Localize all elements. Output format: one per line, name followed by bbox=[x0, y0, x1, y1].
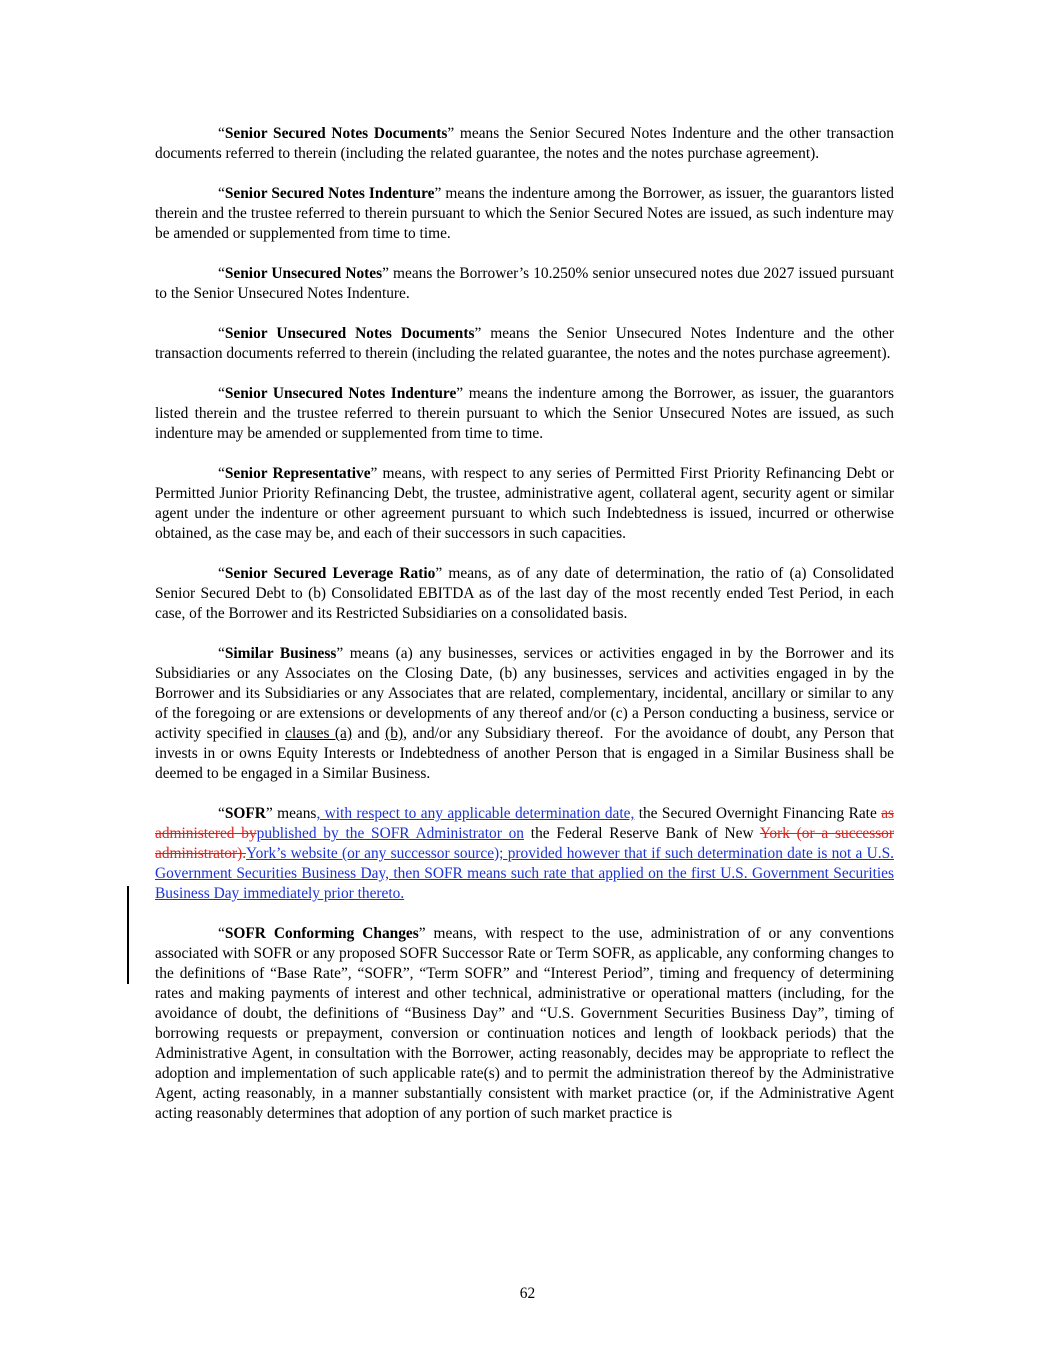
defined-term: SOFR Conforming Changes bbox=[224, 925, 419, 942]
definition-sofr: “SOFR” means, with respect to any applicable determination date, the Secured Overnight Financing Rate as administered bypublished by the SOFR Administrator on the Federal Reserve Bank of New York (or a successor administrator).York’s website (or any successor source); provided however that if such determination date is not a U.S. Government Securities Business Day, then SOFR means such rate that applied on the first U.S. Government Securities Business Day immediately prior thereto. bbox=[155, 805, 895, 902]
clause-reference: clauses (a) bbox=[285, 725, 352, 742]
definition-text: , and/or any Subsidiary thereof. For the avoidance of doubt, any Person that invests in or owns Equity Interests or Indebtedness of another Person that is engaged in a Similar Business shall be deemed to be engaged in a Similar Business. bbox=[155, 725, 894, 782]
defined-term: Similar Business bbox=[224, 645, 337, 662]
revision-change-bar bbox=[127, 886, 129, 984]
definition-senior-secured-leverage-ratio: “Senior Secured Leverage Ratio” means, as of any date of determination, the ratio of (a) Consolidated Senior Secured Debt to (b) Consolidated EBITDA as of the last day of the most recently ended Test Period, in each case, of the Borrower and its Restricted Subsidiaries on a consolidated basis. bbox=[155, 565, 894, 622]
document-body bbox=[155, 124, 894, 1144]
defined-term: Senior Secured Notes Indenture bbox=[224, 185, 435, 202]
defined-term: Senior Unsecured Notes bbox=[224, 265, 383, 282]
definition-text: ” means the Senior Unsecured Notes Indenture and the other transaction documents referred to therein (including the related guarantee, the notes and the notes purchase agreement). bbox=[155, 325, 894, 362]
definition-senior-secured-notes-documents: “Senior Secured Notes Documents” means the Senior Secured Notes Indenture and the other transaction documents referred to therein (including the related guarantee, the notes and the notes purchase agreement). bbox=[155, 125, 894, 162]
definition-text: ” means (a) any businesses, services or activities engaged in by the Borrower and its Subsidiaries or any Associates on the Closing Date, (b) any businesses, services and activities engaged in by the Borrower and its Subsidiaries or any Associates that are related, complementary, incidental, ancillary or similar to any of the foregoing or are extensions or developments of any thereof and/or (c) a Person conducting a business, service or activity specified in bbox=[155, 645, 895, 742]
defined-term: Senior Secured Leverage Ratio bbox=[224, 565, 436, 582]
definition-senior-unsecured-notes-documents: “Senior Unsecured Notes Documents” means the Senior Unsecured Notes Indenture and the other transaction documents referred to therein (including the related guarantee, the notes and the notes purchase agreement). bbox=[155, 325, 894, 362]
tracked-insertion: York’s website (or any successor source); provided however that if such determination date is not a U.S. Government Securities Business Day, then SOFR means such rate that applied on the first U.S. Government Securities Business Day immediately prior thereto. bbox=[155, 845, 894, 902]
defined-term: Senior Secured Notes Documents bbox=[224, 125, 448, 142]
clause-reference: (b) bbox=[385, 725, 404, 742]
definition-text: ” means the indenture among the Borrower, as issuer, the guarantors listed therein and the trustee referred to therein pursuant to which the Senior Secured Notes are issued, as such indenture may be amended or supplemented from time to time. bbox=[155, 185, 894, 242]
page-number: 62 bbox=[519, 1285, 536, 1302]
definition-text: ” means the indenture among the Borrower, as issuer, the guarantors listed therein and the trustee referred to therein pursuant to which the Senior Unsecured Notes are issued, as such indenture may be amended or supplemented from time to time. bbox=[155, 385, 894, 442]
definition-text: ” means bbox=[265, 805, 317, 822]
definition-text: ” means, as of any date of determination, the ratio of (a) Consolidated Senior Secured Debt to (b) Consolidated EBITDA as of the last day of the most recently ended Test Period, in each case, of the Borrower and its Restricted Subsidiaries on a consolidated basis. bbox=[155, 565, 894, 622]
definition-senior-secured-notes-indenture: “Senior Secured Notes Indenture” means the indenture among the Borrower, as issuer, the guarantors listed therein and the trustee referred to therein pursuant to which the Senior Secured Notes are issued, as such indenture may be amended or supplemented from time to time. bbox=[155, 185, 894, 242]
definition-text: the Federal Reserve Bank of New bbox=[524, 825, 760, 842]
defined-term: SOFR bbox=[224, 805, 266, 822]
definition-senior-representative: “Senior Representative” means, with respect to any series of Permitted First Priority Refinancing Debt or Permitted Junior Priority Refinancing Debt, the trustee, administrative agent, collateral agent, security agent or similar agent under the indenture or other agreement pursuant to which such Indebtedness is issued, incurred or otherwise obtained, as the case may be, and each of their successors in such capacities. bbox=[155, 465, 894, 542]
tracked-insertion: published by the SOFR Administrator on bbox=[256, 825, 525, 842]
definition-text: ” means, with respect to any series of Permitted First Priority Refinancing Debt or Permitted Junior Priority Refinancing Debt, the trustee, administrative agent, collateral agent, security agent or similar agent under the indenture or other agreement pursuant to which such Indebtedness is issued, incurred or otherwise obtained, as the case may be, and each of their successors in such capacities. bbox=[155, 465, 894, 542]
definition-senior-unsecured-notes-indenture: “Senior Unsecured Notes Indenture” means the indenture among the Borrower, as issuer, the guarantors listed therein and the trustee referred to therein pursuant to which the Senior Unsecured Notes are issued, as such indenture may be amended or supplemented from time to time. bbox=[155, 385, 894, 442]
definition-sofr-conforming-changes: “SOFR Conforming Changes” means, with respect to the use, administration of or any conventions associated with SOFR or any proposed SOFR Successor Rate or Term SOFR, as applicable, any conforming changes to the definitions of “Base Rate”, “SOFR”, “Term SOFR” and “Interest Period”, timing and frequency of determining rates and making payments of interest and other technical, administrative or operational matters (including, for the avoidance of doubt, the definitions of “Business Day” and “U.S. Government Securities Business Day”, timing of borrowing requests or prepayment, conversion or continuation notices and length of lookback periods) that the Administrative Agent, in consultation with the Borrower, acting reasonably, decides may be appropriate to reflect the adoption and implementation of such applicable rate(s) and to permit the administration thereof by the Administrative Agent, acting reasonably, in a manner substantially consistent with market practice (or, if the Administrative Agent acting reasonably determines that adoption of any portion of such market practice is bbox=[155, 925, 894, 1122]
tracked-insertion: , with respect to any applicable determination date, bbox=[316, 805, 635, 822]
definition-text: ” means the Senior Secured Notes Indenture and the other transaction documents referred to therein (including the related guarantee, the notes and the notes purchase agreement). bbox=[155, 125, 894, 162]
definition-text: ” means, with respect to the use, administration of or any conventions associated with SOFR or any proposed SOFR Successor Rate or Term SOFR, as applicable, any conforming changes to the definitions of “Base Rate”, “SOFR”, “Term SOFR” and “Interest Period”, timing and frequency of determining rates and making payments of interest and other technical, administrative or operational matters (including, for the avoidance of doubt, the definitions of “Business Day” and “U.S. Government Securities Business Day”, timing of borrowing requests or prepayment, conversion or continuation notices and length of lookback periods) that the Administrative Agent, in consultation with the Borrower, acting reasonably, decides may be appropriate to reflect the adoption and implementation of such applicable rate(s) and to permit the administration thereof by the Administrative Agent, acting reasonably, in a manner substantially consistent with market practice (or, if the Administrative Agent acting reasonably determines that adoption of any portion of such market practice is bbox=[155, 925, 894, 1122]
tracked-deletion: as administered by bbox=[155, 805, 895, 842]
definition-text: the Secured Overnight Financing Rate bbox=[634, 805, 882, 822]
definition-text: and bbox=[352, 725, 386, 742]
definition-senior-unsecured-notes: “Senior Unsecured Notes” means the Borrower’s 10.250% senior unsecured notes due 2027 issued pursuant to the Senior Unsecured Notes Indenture. bbox=[155, 265, 894, 302]
defined-term: Senior Unsecured Notes Documents bbox=[224, 325, 475, 342]
defined-term: Senior Representative bbox=[224, 465, 371, 482]
tracked-deletion: York (or a successor administrator). bbox=[155, 825, 894, 862]
definition-similar-business: “Similar Business” means (a) any businesses, services or activities engaged in by the Borrower and its Subsidiaries or any Associates on the Closing Date, (b) any businesses, services and activities engaged in by the Borrower and its Subsidiaries or any Associates that are related, complementary, incidental, ancillary or similar to any of the foregoing or are extensions or developments of any thereof and/or (c) a Person conducting a business, service or activity specified in clauses (a) and (b), and/or any Subsidiary thereof. For the avoidance of doubt, any Person that invests in or owns Equity Interests or Indebtedness of another Person that is engaged in a Similar Business shall be deemed to be engaged in a Similar Business. bbox=[155, 645, 895, 782]
definition-text: ” means the Borrower’s 10.250% senior unsecured notes due 2027 issued pursuant to the Senior Unsecured Notes Indenture. bbox=[155, 265, 894, 302]
defined-term: Senior Unsecured Notes Indenture bbox=[224, 385, 457, 402]
